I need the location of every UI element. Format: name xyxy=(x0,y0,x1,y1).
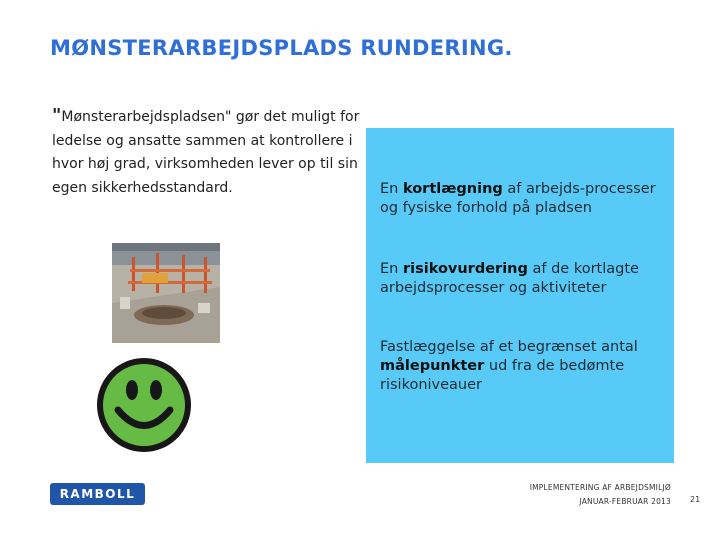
panel-item-measure-points: Fastlæggelse af et begrænset antal målepunkter ud fra de bedømte risikoniveauer xyxy=(380,339,638,393)
footer-line-2: JANUAR-FEBRUAR 2013 xyxy=(579,497,671,506)
page-number: 21 xyxy=(690,495,701,504)
slide-title: MØNSTERARBEJDSPLADS RUNDERING. xyxy=(50,36,513,60)
intro-body: Mønsterarbejdspladsen" gør det muligt for ledelse og ansatte sammen at kontrollere i hvor høj grad, virksomheden lever op til sin egen sikkerhedsstandard. xyxy=(52,109,360,196)
panel-item-mapping: En kortlægning af arbejds-processer og fysiske forhold på pladsen xyxy=(380,181,656,216)
construction-site-photo xyxy=(112,243,220,343)
info-panel xyxy=(366,128,674,463)
green-smiley-icon xyxy=(94,355,194,455)
footer-line-1: IMPLEMENTERING AF ARBEJDSMILJØ xyxy=(529,483,671,492)
ramboll-logo xyxy=(50,483,145,505)
panel-item-risk-assessment: En risikovurdering af de kortlagte arbejdsprocesser og aktiviteter xyxy=(380,261,639,296)
footer xyxy=(530,481,671,509)
construction-site-illustration xyxy=(112,243,220,343)
logo-text: RAMBOLL xyxy=(59,487,136,501)
intro-text xyxy=(52,104,362,200)
quote-mark: " xyxy=(52,105,62,126)
